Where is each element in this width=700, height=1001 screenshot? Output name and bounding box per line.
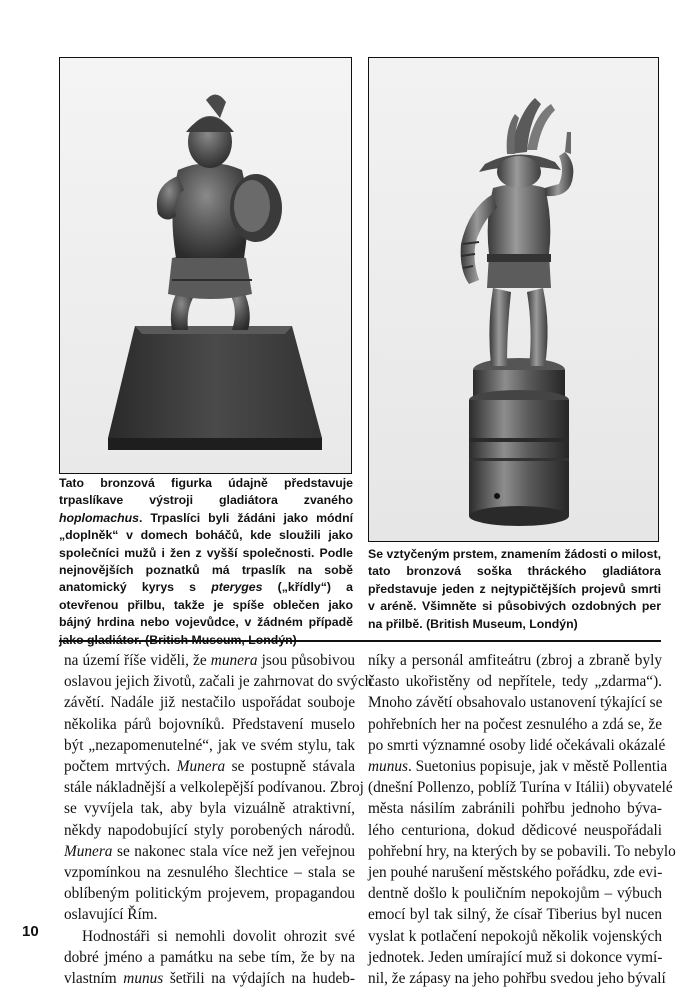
text-line: (dnešní Pollenzo, poblíž Turína v Itálii) obyvatelé bbox=[368, 779, 673, 797]
text-line: jednotek. Jeden umírající muž si dokonce vymí- bbox=[368, 948, 663, 966]
text-line: závětí. Nadále již nestačilo uspořádat souboje bbox=[64, 694, 355, 712]
caption-thracian-gladiator: Se vztyčeným prstem, znamením žádosti o milost, tato bronzová soška thráckého gladiátora představuje jeden z nejtypičtějších projevů smrti v aréně. Všimněte si působivých ozdobných per na přilbě. (British Museum, Londýn) bbox=[368, 547, 661, 631]
text-line: vyslat k potlačení nepokojů několik vojenských bbox=[368, 927, 662, 945]
caption-dwarf-figurine: Tato bronzová figurka údajně představuje trpaslíkave výstroji gladiátora zvaného hoplomachus. Trpaslíci byli žádáni jako módní „doplněk“ v domech boháčů, kde sloužili jako společníci mužů i žen z vyšší společnosti. Podle nejnovějších poznatků má trpaslík na sobě anatomický kyrys s pteryges („křídly“) a otevřenou přilbu, takže je spíše oblečen jako bájný hrdina nebo vojevůdce, v žádném případě bbox=[59, 476, 353, 630]
text-line: emocí byl tak silný, že císař Tiberius byl nucen bbox=[368, 906, 662, 924]
text-line: několika párů bojovníků. Představení muselo bbox=[64, 715, 355, 733]
text-line: oslavou jejich životů, začali je zahrnovat do svých bbox=[64, 673, 373, 691]
text-line: Hodnostáři si nemohli dovolit ohrozit své bbox=[82, 927, 355, 945]
dwarf-figurine-image bbox=[60, 58, 351, 473]
text-line: níky a personál amfiteátru (zbroj a zbraně byly bbox=[368, 652, 662, 669]
text-line: po smrti významné osoby lidé očekávali okázalé bbox=[368, 736, 666, 754]
text-line: se vyvíjela tak, aby byla vizuálně atraktivní, bbox=[64, 800, 355, 818]
text-line: vlastním munus šetřili na výdajích na hudeb- bbox=[64, 970, 356, 988]
text-line: často ukořistěny od nepřítele, tedy „zdarma“). bbox=[368, 673, 662, 691]
photo-dwarf-figurine bbox=[59, 57, 352, 474]
text-line: někdy napodobující styly porobených národů. bbox=[64, 821, 355, 839]
page-number: 10 bbox=[22, 923, 39, 940]
text-line: počtem mrtvých. Munera se postupně stávala bbox=[64, 758, 356, 776]
text-line: vzpomínkou na zesnulého šlechtice – stala se bbox=[64, 864, 355, 882]
photo-thracian-gladiator bbox=[368, 57, 659, 542]
thracian-gladiator-image bbox=[369, 58, 658, 541]
text-line: munus. Suetonius popisuje, jak v městě Pollentia bbox=[368, 758, 668, 776]
text-line: jen pouhé narušení městského pořádku, zde evi- bbox=[368, 864, 663, 882]
body-column-right bbox=[368, 650, 676, 989]
text-line: pohřebních her na počest zesnulého a zdá se, že bbox=[368, 715, 662, 733]
body-column-left bbox=[64, 650, 373, 989]
section-divider bbox=[59, 640, 661, 642]
text-line: nil, že zápasy na jeho pohřbu svedou jeho bývalí bbox=[368, 970, 666, 988]
text-line: dobré jméno a památku na sebe tím, že by na bbox=[64, 948, 355, 966]
text-line: oslavující Řím. bbox=[64, 906, 158, 924]
text-line: Munera se nakonec stala více než jen veřejnou bbox=[64, 842, 355, 860]
text-line: Mnoho závětí obsahovalo ustanovení týkající se bbox=[368, 694, 663, 712]
text-line: dentně došlo k pouličním nepokojům – výbuch bbox=[368, 885, 662, 903]
text-line: na území říše viděli, že munera jsou působivou bbox=[64, 652, 356, 669]
text-line: pohřební hry, na kterých by se pobavili. To nebylo bbox=[368, 842, 676, 860]
text-line: lého centuriona, dokud dědicové neuspořádali bbox=[368, 821, 662, 839]
text-line: stále nákladnější a velkolepější podívanou. Zbroj bbox=[64, 779, 364, 797]
text-line: města násilím zabránili pohřbu jednoho býva- bbox=[368, 800, 662, 818]
text-line: být „nezapomenutelné“, jak ve svém stylu, tak bbox=[64, 736, 355, 754]
text-line: oblíbeným politickým projevem, propagandou bbox=[64, 885, 355, 903]
